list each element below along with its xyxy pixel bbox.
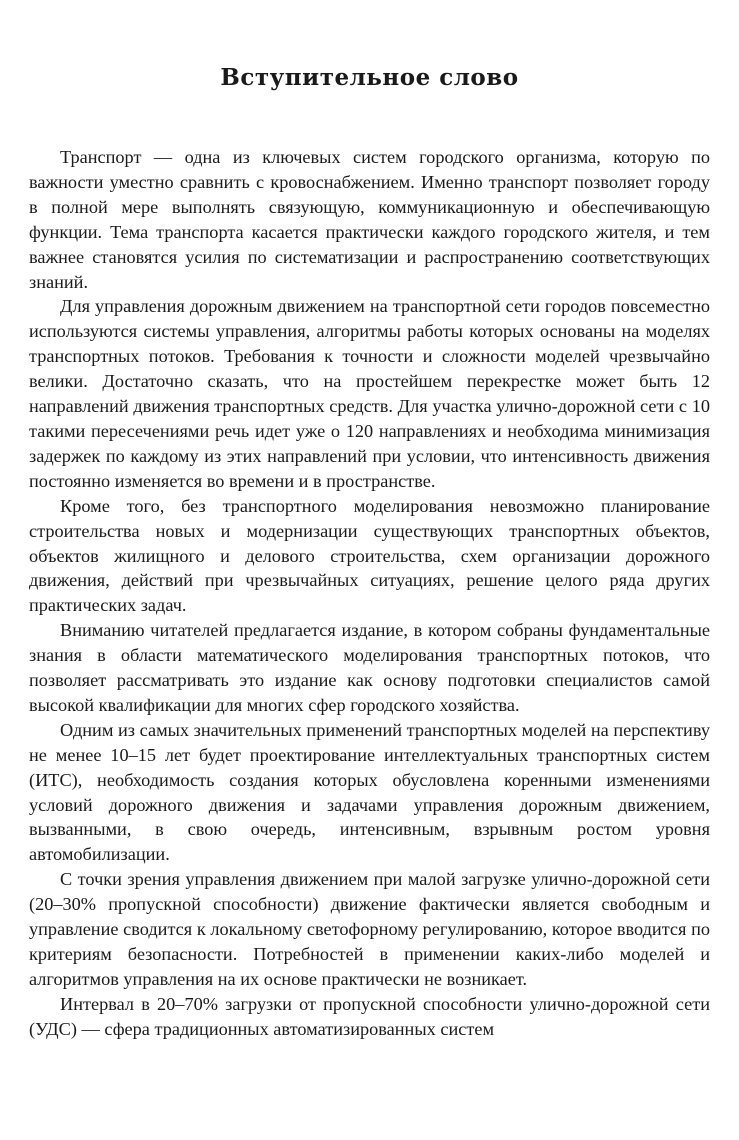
paragraph: Вниманию читателей предлагается издание, в котором собраны фундаментальные знания в области математического моделирования транспортных потоков, что позволяет рассматривать это издание как основу подготовки специалистов самой высокой квалификации для многих сфер городского хозяйства.: [29, 620, 710, 715]
paragraph: Кроме того, без транспортного моделирования невозможно планирование строительства новых и модернизации существующих транспортных объектов, объектов жилищного и делового строительства, схем организации дорожного движения, действий при чрезвычайных ситуациях, решение целого ряда других практических задач.: [29, 495, 710, 616]
document-body: [29, 145, 710, 1042]
page-title: Вступительное слово: [220, 64, 519, 91]
paragraph: Интервал в 20–70% загрузки от пропускной способности улично-дорожной сети (УДС) — сфера традиционных автоматизированных систем: [29, 993, 710, 1039]
paragraph: Для управления дорожным движением на транспортной сети городов повсеместно используются системы управления, алгоритмы работы которых основаны на моделях транспортных потоков. Требования к точности и сложности моделей чрезвычайно велики. Достаточно сказать, что на простейшем перекрестке может быть 12 направлений движения транспортных средств. Для участка улично-дорожной сети с 10 такими пересечениями речь идет уже о 120 направлениях и необходима минимизация задержек по каждому из этих направлений при условии, что интенсивность движения постоянно изменяется во времени и в пространстве.: [29, 296, 710, 491]
paragraph: Транспорт — одна из ключевых систем городского организма, которую по важности уместно сравнить с кровоснабжением. Именно транспорт позволяет городу в полной мере выполнять связующую, коммуникационную и обеспечивающую функции. Тема транспорта касается практически каждого городского жителя, и тем важнее становятся усилия по систематизации и распространению соответствующих знаний.: [29, 147, 710, 292]
paragraph: С точки зрения управления движением при малой загрузке улично-дорожной сети (20–30% пропускной способности) движение фактически является свободным и управление сводится к локальному светофорному регулированию, которое вводится по критериям безопасности. Потребностей в применении каких-либо моделей и алгоритмов управления на их основе практически не возникает.: [29, 869, 710, 989]
paragraph: Одним из самых значительных применений транспортных моделей на перспективу не менее 10–15 лет будет проектирование интеллектуальных транспортных систем (ИТС), необходимость создания которых обусловлена коренными изменениями условий дорожного движения и задачами управления дорожным движением, вызванными, в свою очередь, интенсивным, взрывным ростом уровня автомобилизации.: [29, 719, 710, 865]
